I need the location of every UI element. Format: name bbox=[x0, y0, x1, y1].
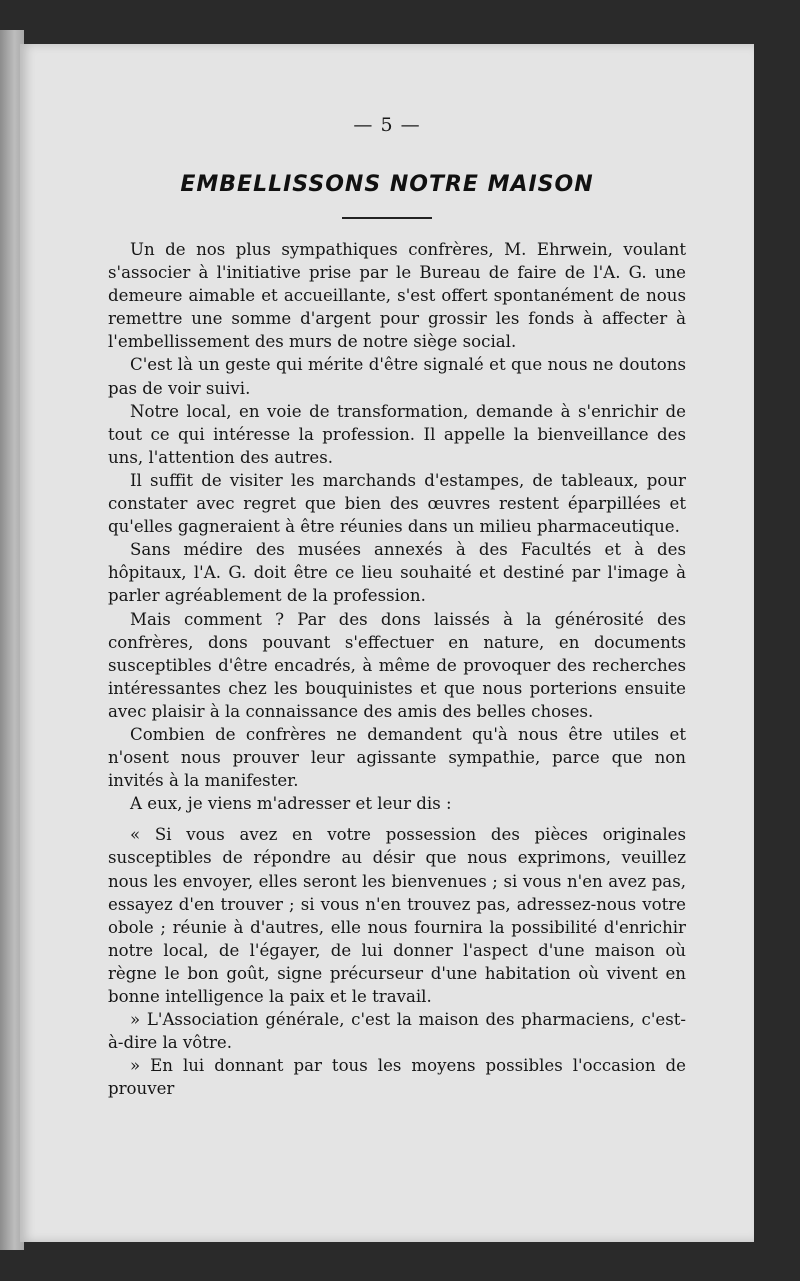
paragraph: Notre local, en voie de transformation, demande à s'enrichir de tout ce qui intéresse la profession. Il appelle la bienveillance des uns, l'attention des autres. bbox=[108, 401, 686, 467]
paragraph: » En lui donnant par tous les moyens possibles l'occasion de prouver bbox=[108, 1056, 686, 1099]
document-page bbox=[20, 44, 754, 1242]
paragraph: Un de nos plus sympathiques confrères, M. Ehrwein, voulant s'associer à l'initiative prise par le Bureau de faire de l'A. G. une demeure aimable et accueillante, s'est offert spontanément de nous remettre une somme d'argent pour grossir les fonds à affecter à l'embellissement des murs de notre siège social. bbox=[108, 240, 686, 352]
paragraph: » L'Association générale, c'est la maison des pharmaciens, c'est-à-dire la vôtre. bbox=[108, 1010, 686, 1053]
page-number: — 5 — bbox=[353, 114, 421, 136]
article-body bbox=[108, 238, 686, 1100]
paragraph: Mais comment ? Par des dons laissés à la générosité des confrères, dons pouvant s'effectuer en nature, en documents susceptibles d'être encadrés, à même de provoquer des recherches intéressantes chez les bouquinistes et que nous porterions ensuite avec plaisir à la connaissance des amis des belles choses. bbox=[108, 609, 686, 721]
paragraph: Sans médire des musées annexés à des Facultés et à des hôpitaux, l'A. G. doit être ce lieu souhaité et destiné par l'image à parler agréablement de la profession. bbox=[108, 540, 686, 606]
paragraph: Combien de confrères ne demandent qu'à nous être utiles et n'osent nous prouver leur agissante sympathie, parce que non invités à la manifester. bbox=[108, 724, 686, 791]
title-underline-rule bbox=[342, 217, 432, 219]
paragraph: « Si vous avez en votre possession des pièces originales susceptibles de répondre au désir que nous exprimons, veuillez nous les envoyer, elles seront les bienvenues ; si vous n'en avez pas, essayez d'en trouver ; si vous n'en trouvez pas, adressez-nous votre obole ; réunie à d'autres, elle nous fournira la possibilité d'enrichir notre local, de l'égayer, de lui donner l'aspect d'une maison où règne le bon goût, signe précurseur d'une habitation où vivent en bonne intelligence la paix et le travail. bbox=[108, 825, 686, 1006]
page-title: EMBELLISSONS NOTRE MAISON bbox=[180, 172, 594, 197]
paragraph: A eux, je viens m'adresser et leur dis : bbox=[130, 794, 452, 814]
paragraph: Il suffit de visiter les marchands d'estampes, de tableaux, pour constater avec regret que bien des œuvres restent éparpillées et qu'elles gagneraient à être réunies dans un milieu pharmaceutique. bbox=[108, 470, 686, 537]
paragraph: C'est là un geste qui mérite d'être signalé et que nous ne doutons pas de voir suivi. bbox=[108, 355, 686, 398]
